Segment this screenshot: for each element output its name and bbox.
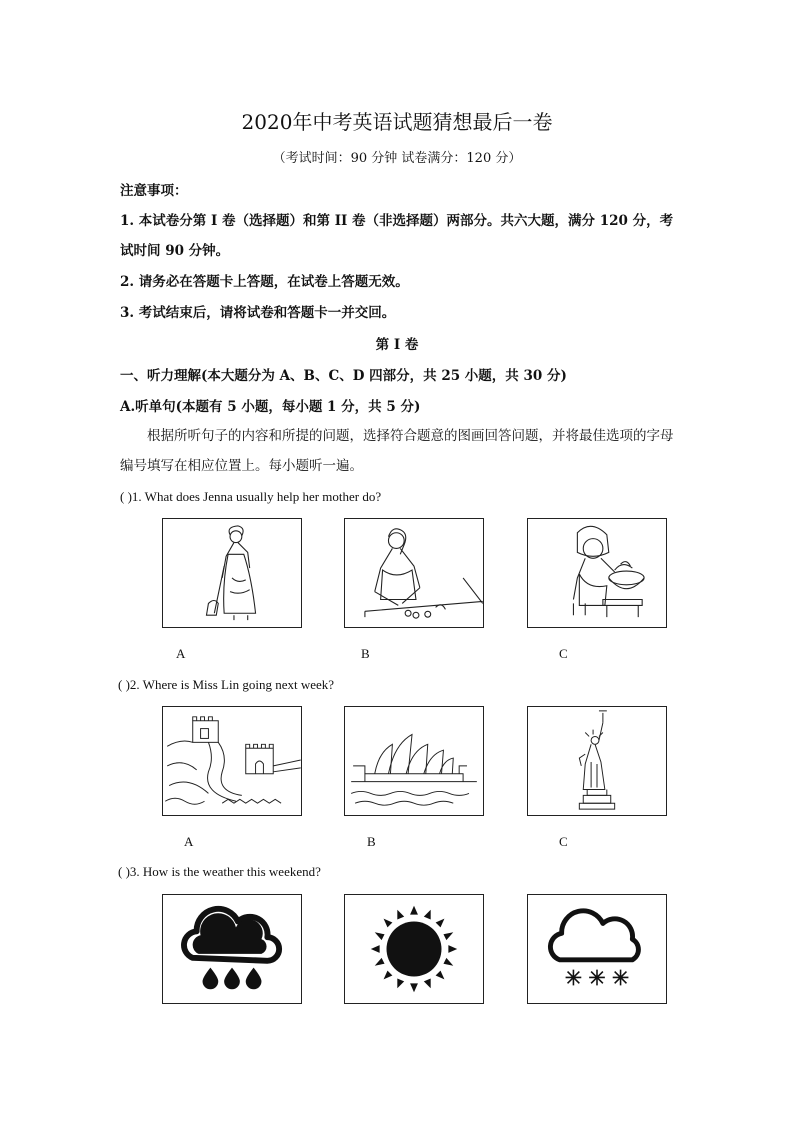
note-1-line-2: 试时间 90 分钟。 (120, 243, 230, 259)
statue-of-liberty-drawing (528, 707, 666, 815)
section-heading: 一、听力理解(本大题分为 A、B、C、D 四部分，共 25 小题，共 30 分) (120, 368, 567, 384)
answer-blank[interactable]: ( ) (120, 489, 132, 504)
page-title: 2020年中考英语试题猜想最后一卷 (241, 110, 553, 134)
woman-cutting-drawing (345, 519, 483, 627)
option-image-statue-of-liberty[interactable] (527, 706, 667, 816)
question-2 (118, 677, 334, 693)
option-image-woman-sweeping[interactable] (162, 518, 302, 628)
question-text: 1. What does Jenna usually help her mother do? (131, 489, 382, 504)
option-image-woman-cutting-vegetables[interactable] (344, 518, 484, 628)
option-label-c: C (559, 834, 568, 849)
answer-blank[interactable]: ( ) (118, 677, 130, 692)
option-label-b: B (361, 646, 370, 661)
boy-washing-drawing (528, 519, 666, 627)
question-text: 3. How is the weather this weekend? (129, 864, 321, 879)
sun-icon (345, 895, 483, 1003)
part-a-heading: A.听单句(本题有 5 小题，每小题 1 分，共 5 分) (120, 399, 421, 415)
option-label-c: C (559, 646, 568, 661)
note-3: 3. 考试结束后，请将试卷和答题卡一并交回。 (120, 305, 396, 321)
notes-heading: 注意事项： (120, 183, 188, 199)
option-image-boy-washing-dishes[interactable] (527, 518, 667, 628)
opera-house-drawing (345, 707, 483, 815)
great-wall-drawing (163, 707, 301, 815)
option-label-a: A (176, 646, 186, 661)
question-text: 2. Where is Miss Lin going next week? (129, 677, 335, 692)
note-1-line-1: 1. 本试卷分第 I 卷（选择题）和第 II 卷（非选择题）两部分。共六大题，满分 120 分，考 (120, 213, 674, 229)
option-image-great-wall[interactable] (162, 706, 302, 816)
note-2: 2. 请务必在答题卡上答题，在试卷上答题无效。 (120, 274, 409, 290)
instructions: 根据所听句子的内容和所提的问题，选择符合题意的图画回答问题，并将最佳选项的字母编号填写在相应位置上。每小题听一遍。 (120, 428, 674, 474)
question-1 (120, 489, 381, 505)
volume-heading: 第 I 卷 (375, 337, 419, 353)
rain-cloud-icon (163, 895, 301, 1003)
question-3 (118, 864, 321, 880)
snow-cloud-icon (528, 895, 666, 1003)
option-label-b: B (367, 834, 376, 849)
woman-sweeping-drawing (163, 519, 301, 627)
exam-info: （考试时间：90 分钟 试卷满分：120 分） (272, 151, 522, 166)
option-label-a: A (184, 834, 194, 849)
option-image-snow[interactable] (527, 894, 667, 1004)
option-image-rain[interactable] (162, 894, 302, 1004)
answer-blank[interactable]: ( ) (118, 864, 130, 879)
option-image-sunny[interactable] (344, 894, 484, 1004)
option-image-sydney-opera-house[interactable] (344, 706, 484, 816)
